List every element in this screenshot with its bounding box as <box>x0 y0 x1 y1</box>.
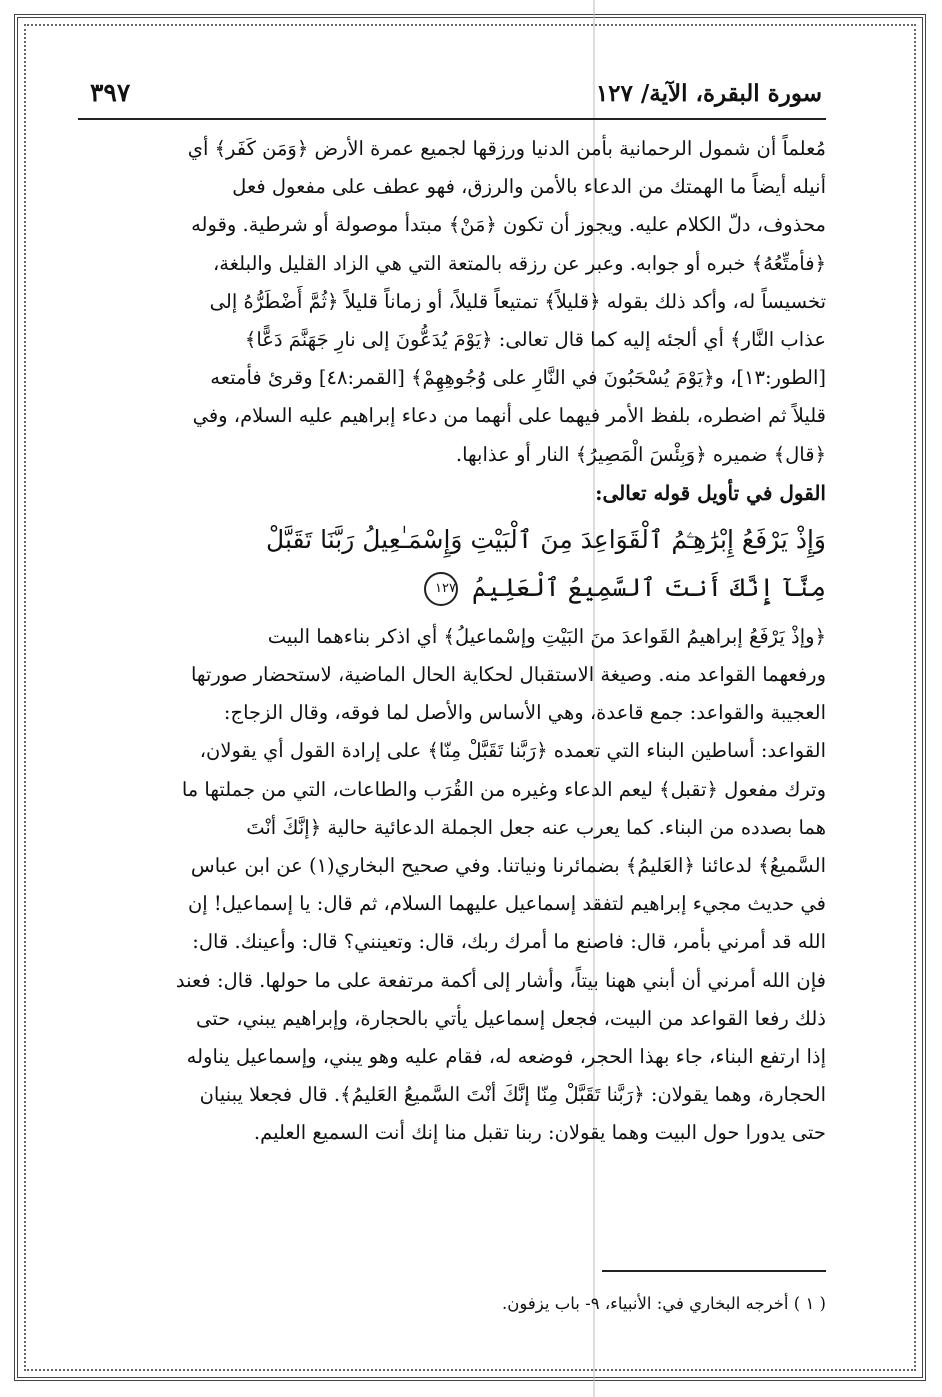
text-line: قليلاً ثم اضطره، بلفظ الأمر فيهما على أنهما من دعاء إبراهيم عليه السلام، وفي <box>192 404 826 428</box>
text-line: [الطور:١٣]، و﴿يَوْمَ يُسْحَبُونَ في النَّارِ على وُجُوهِهِمْ﴾ [القمر:٤٨] وقرئ فأمتعه <box>210 366 826 390</box>
verse-line: مِنَّآ إِنَّكَ أَنتَ ٱلسَّمِيعُ ٱلْعَلِيمُ <box>471 572 826 602</box>
verse-line: وَإِذْ يَرْفَعُ إِبْرَٰهِـۧمُ ٱلْقَوَاعِدَ مِنَ ٱلْبَيْتِ وَإِسْمَـٰعِيلُ رَبَّنَا تَقَبَّلْ <box>266 524 826 554</box>
verse-line-end <box>78 564 826 612</box>
text-line: ﴿قال﴾ ضميره ﴿وَبِئْسَ الْمَصِيرُ﴾ النار أو عذابها. <box>455 442 826 466</box>
paragraph-1 <box>78 130 826 474</box>
text-line: الحجارة، وهما يقولان: ﴿رَبَّنا تَقَبَّلْ مِنّا إنَّكَ أنْتَ السَّميعُ العَليمُ﴾. قال فجعلا يبنيان <box>199 1083 826 1107</box>
text-line: فإن الله أمرني أن أبني ههنا بيتاً، وأشار إلى أكمة مرتفعة على ما حولها. قال: فعند <box>175 968 826 992</box>
text-line: في حديث مجيء إبراهيم لتفقد إسماعيل عليهما السلام، ثم قال: يا إسماعيل! إن <box>187 892 826 916</box>
text-line: حتى يدورا حول البيت وهما يقولان: ربنا تقبل منا إنك أنت السميع العليم. <box>253 1121 826 1145</box>
text-line: ﴿وإذْ يَرْفَعُ إبراهيمُ القَواعدَ منَ البَيْتِ وإسْماعيلُ﴾ أي اذكر بناءهما البيت <box>267 624 826 648</box>
header-title: سورة البقرة، الآية/ ١٢٧ <box>595 80 822 107</box>
text-line: محذوف، دلّ الكلام عليه. ويجوز أن تكون ﴿مَنْ﴾ مبتدأ موصولة أو شرطية. وقوله <box>191 213 826 237</box>
text-line: الله قد أمرني بأمر، قال: فاصنع ما أمرك ربك، قال: وتعينني؟ قال: وأعينك. قال: <box>192 930 826 954</box>
text-line: عذاب النَّار﴾ أي ألجئه إليه كما قال تعالى: ﴿يَوْمَ يُدَعُّونَ إلى نارِ جَهَنَّمَ دَعًّا﴾ <box>244 328 826 352</box>
book-page <box>78 72 826 1332</box>
text-line: القواعد: أساطين البناء التي تعمده ﴿رَبَّنا تَقَبَّلْ مِنّا﴾ على إرادة القول أي يقولان، <box>199 739 826 763</box>
quran-verse <box>78 516 826 612</box>
paragraph-2 <box>78 618 826 1153</box>
text-line: ورفعهما القواعد منه. وصيغة الاستقبال لحكاية الحال الماضية، لاستحضار صورتها <box>190 663 826 687</box>
text-line: أنيله أيضاً ما الهمتك من الدعاء بالأمن والرزق، فهو عطف على مفعول فعل <box>232 175 826 199</box>
text-line: هما بصدده من البناء. كما يعرب عنه جعل الجملة الدعائية حالية ﴿إنَّكَ أنْتَ <box>246 815 826 839</box>
text-line: ﴿فأمتِّعُهُ﴾ خبره أو جوابه. وعبر عن رزقه بالمتعة التي هي الزاد القليل والبلغة، <box>212 251 826 275</box>
text-line: العجيبة والقواعد: جمع قاعدة، وهي الأساس والأصل لما فوقه، وقال الزجاج: <box>223 701 826 725</box>
footnote: ( ١ ) أخرجه البخاري في: الأنبياء، ٩- باب يزفون. <box>502 1294 826 1313</box>
page-body <box>78 130 826 1153</box>
text-line: ذلك رفعا القواعد من البيت، فجعل إسماعيل يأتي بالحجارة، وإبراهيم يبني، حتى <box>195 1006 826 1030</box>
text-line: إذا ارتفع البناء، جاء بهذا الحجر، فوضعه له، فقام عليه وهو يبني، وإسماعيل يناوله <box>186 1045 826 1069</box>
text-line: السَّميعُ﴾ لدعائنا ﴿العَليمُ﴾ بضمائرنا ونياتنا. وفي صحيح البخاري(١) عن ابن عباس <box>190 854 826 878</box>
page-number: ٣٩٧ <box>90 78 131 107</box>
footnote-rule <box>602 1270 826 1272</box>
running-header <box>78 72 826 120</box>
text-line: تخسيساً له، وأكد ذلك بقوله ﴿قليلاً﴾ تمتيعاً قليلاً، أو زماناً قليلاً ﴿ثُمَّ أَضْطَرُّهُ إلى <box>209 289 826 313</box>
text-line: وترك مفعول ﴿تقبل﴾ ليعم الدعاء وغيره من القُرَب والطاعات، التي من جملتها ما <box>181 777 826 801</box>
text-line: مُعلماً أن شمول الرحمانية بأمن الدنيا ورزقها لجميع عمرة الأرض ﴿وَمَن كَفَر﴾ أي <box>187 137 826 160</box>
section-heading: القول في تأويل قوله تعالى: <box>595 480 826 505</box>
ayah-number-badge: ١٢٧ <box>424 572 458 606</box>
